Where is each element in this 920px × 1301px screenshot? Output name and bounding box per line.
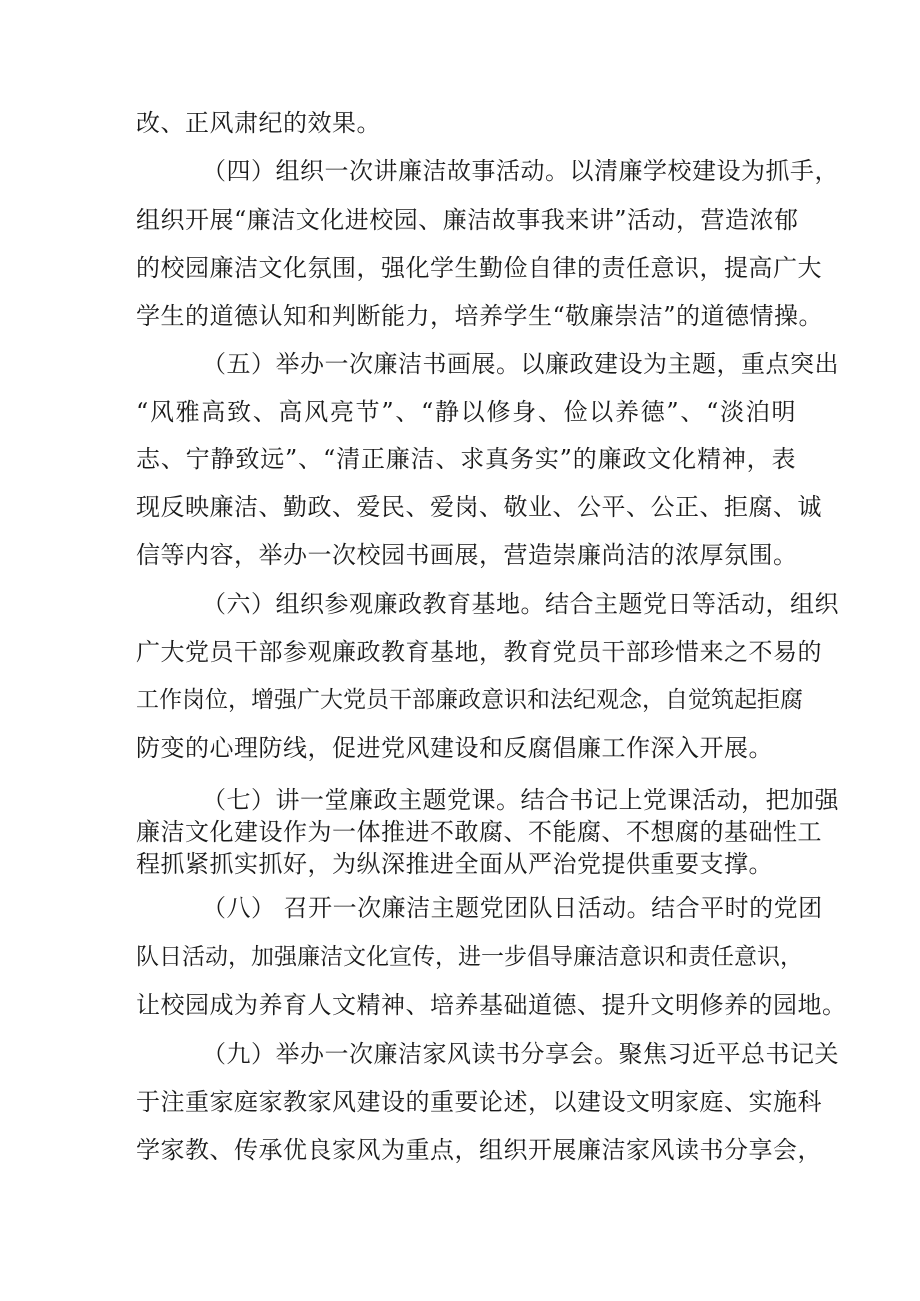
paragraph-4-line-1: （四）组织一次讲廉洁故事活动。以清廉学校建设为抓手，: [202, 157, 839, 185]
paragraph-4-line-4: 学生的道德认知和判断能力，培养学生“敬廉崇洁”的道德情操。: [136, 302, 824, 330]
paragraph-5-line-3: 志、宁静致远”、“清正廉洁、求真务实”的廉政文化精神，表: [136, 445, 796, 473]
paragraph-9-line-2: 于注重家庭家教家风建设的重要论述，以建设文明家庭、实施科: [136, 1088, 822, 1116]
paragraph-8-line-2: 队日活动，加强廉洁文化宣传，进一步倡导廉洁意识和责任意识，: [136, 944, 803, 970]
paragraph-5-line-5: 信等内容，举办一次校园书画展，营造崇廉尚洁的浓厚氛围。: [136, 541, 798, 569]
paragraph-continuation-line: 改、正风肃纪的效果。: [136, 109, 381, 137]
paragraph-9-line-3: 学家教、传承优良家风为重点，组织开展廉洁家风读书分享会，: [136, 1136, 822, 1164]
paragraph-5-line-1: （五）举办一次廉洁书画展。以廉政建设为主题，重点突出: [202, 350, 839, 378]
paragraph-6-line-2: 广大党员干部参观廉政教育基地，教育党员干部珍惜来之不易的: [136, 638, 822, 666]
paragraph-7-line-2: 廉洁文化建设作为一体推进不敢腐、不能腐、不想腐的基础性工: [136, 818, 822, 846]
paragraph-9-line-1: （九）举办一次廉洁家风读书分享会。聚焦习近平总书记关: [202, 1040, 839, 1068]
paragraph-4-line-3: 的校园廉洁文化氛围，强化学生勤俭自律的责任意识，提高广大: [136, 254, 822, 282]
paragraph-5-line-2: “风雅高致、高风亮节”、“静以修身、俭以养德”、“淡泊明: [136, 398, 796, 426]
paragraph-8-line-3: 让校园成为养育人文精神、培养基础道德、提升文明修养的园地。: [136, 991, 847, 1019]
paragraph-7-line-1: （七）讲一堂廉政主题党课。结合书记上党课活动，把加强: [202, 786, 839, 814]
paragraph-4-line-2: 组织开展“廉洁文化进校园、廉洁故事我来讲”活动，营造浓郁: [136, 206, 799, 234]
paragraph-5-line-4: 现反映廉洁、勤政、爱民、爱岗、敬业、公平、公正、拒腐、诚: [136, 493, 822, 521]
paragraph-6-line-1: （六）组织参观廉政教育基地。结合主题党日等活动，组织: [202, 590, 839, 618]
paragraph-6-line-4: 防变的心理防线，促进党风建设和反腐倡廉工作深入开展。: [136, 734, 773, 762]
paragraph-7-line-3: 程抓紧抓实抓好，为纵深推进全面从严治党提供重要支撑。: [136, 850, 773, 878]
paragraph-6-line-3: 工作岗位，增强广大党员干部廉政意识和法纪观念，自觉筑起拒腐: [136, 687, 803, 713]
paragraph-8-line-1: （八） 召开一次廉洁主题党团队日活动。结合平时的党团: [202, 894, 823, 922]
